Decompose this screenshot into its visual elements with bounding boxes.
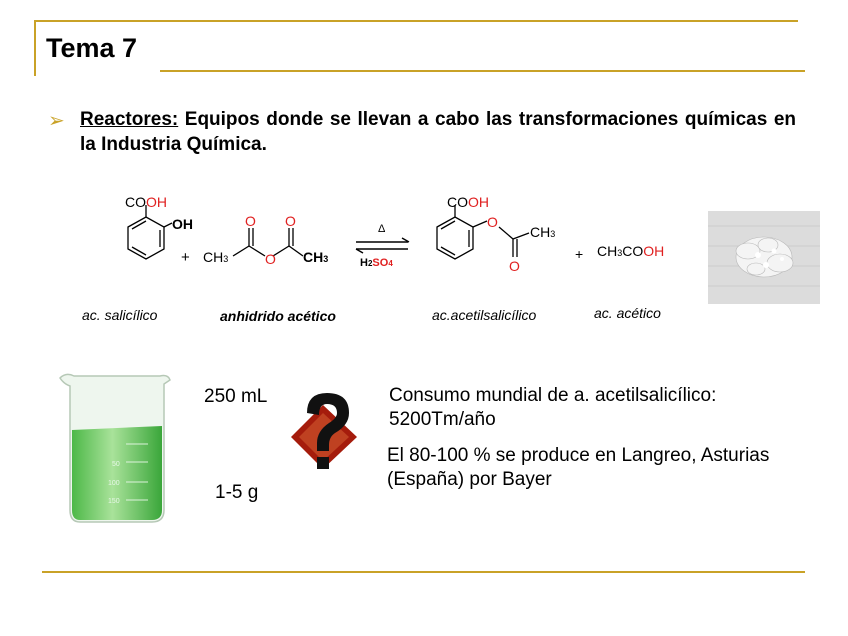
acetic-anhydride-structure	[203, 212, 338, 272]
cooh-label: COOH	[125, 194, 167, 210]
svg-text:CH3: CH3	[203, 249, 229, 265]
beaker-icon	[56, 370, 176, 525]
salicylic-acid-structure	[100, 194, 193, 285]
aspirin-crystals-image	[708, 211, 820, 304]
svg-text:150: 150	[108, 498, 120, 505]
acetic-acid-formula	[597, 240, 687, 262]
plus-sign-2: +	[575, 246, 584, 262]
question-mark-icon	[287, 385, 365, 477]
svg-text:O: O	[509, 258, 520, 274]
svg-text:CH3COOH: CH3COOH	[597, 243, 665, 259]
bottom-rule	[42, 571, 805, 573]
oh-label: OH	[172, 216, 193, 232]
slide-title: Tema 7	[46, 33, 138, 63]
svg-text:CH3: CH3	[530, 224, 556, 240]
equilibrium-arrows-icon	[352, 222, 414, 274]
svg-text:O: O	[265, 251, 276, 267]
salicylic-acid-label: ac. salicílico	[82, 307, 158, 323]
plus-sign-1: +	[181, 249, 190, 266]
svg-text:COOH: COOH	[447, 194, 489, 210]
volume-label: 250 mL	[204, 386, 268, 407]
title-underline	[160, 70, 805, 72]
acetylsalicylic-acid-label: ac.acetilsalicílico	[432, 307, 537, 323]
left-rule	[34, 20, 36, 76]
top-rule	[34, 20, 798, 22]
arrow-bullet-icon: ➢	[48, 110, 65, 132]
intro-term: Reactores:	[80, 109, 179, 130]
intro-paragraph	[80, 107, 796, 157]
svg-text:CH3: CH3	[303, 249, 329, 265]
acetic-anhydride-label: anhidrido acético	[220, 308, 336, 324]
heat-symbol: Δ	[378, 223, 386, 235]
svg-text:O: O	[245, 213, 256, 229]
production-text: El 80-100 % se produce en Langreo, Asturias (España) por Bayer	[387, 445, 770, 490]
catalyst-label: H2SO4	[360, 257, 393, 269]
acetylsalicylic-acid-structure	[425, 195, 575, 285]
svg-text:50: 50	[112, 461, 120, 468]
svg-text:100: 100	[108, 480, 120, 487]
mass-label: 1-5 g	[215, 482, 259, 503]
acetic-acid-label: ac. acético	[594, 305, 661, 321]
consumption-text: Consumo mundial de a. acetilsalicílico: 5200Tm/año	[389, 385, 717, 430]
intro-text: Equipos donde se llevan a cabo las transformaciones químicas en la Industria Química.	[80, 109, 796, 155]
svg-text:O: O	[285, 213, 296, 229]
svg-text:O: O	[487, 214, 498, 230]
